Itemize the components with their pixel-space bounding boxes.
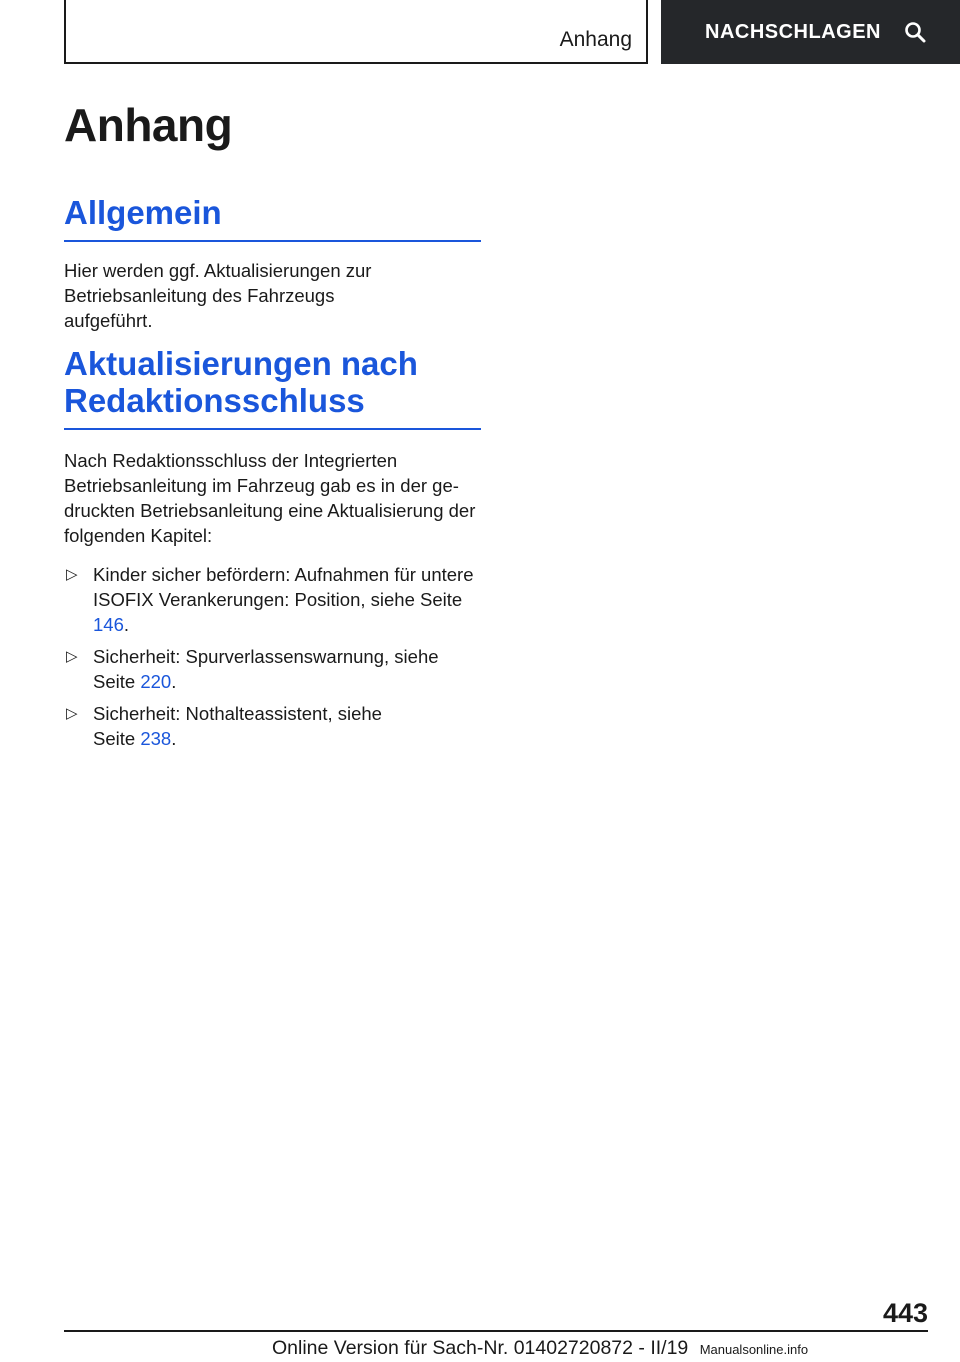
- header-tab-nachschlagen[interactable]: [661, 0, 960, 64]
- page-link[interactable]: 238: [140, 728, 172, 749]
- triangle-right-icon: ▷: [66, 648, 78, 665]
- footer-site-link[interactable]: Manualsonline.info: [699, 1342, 809, 1357]
- page-title: Anhang: [64, 99, 233, 151]
- footer-text: [272, 1337, 808, 1360]
- section-heading: Allgemein: [64, 194, 481, 242]
- list-item: ▷ Sicherheit: Nothalteassistent, siehe Seite 238.: [66, 703, 382, 749]
- list-item-text: Sicherheit: Nothalteassistent, siehe Seite: [93, 703, 382, 749]
- page-link[interactable]: 146: [93, 614, 124, 635]
- section-allgemein: [64, 194, 481, 333]
- page-link[interactable]: 220: [140, 671, 172, 692]
- update-list: [64, 562, 481, 751]
- triangle-right-icon: ▷: [66, 566, 78, 583]
- list-item: ▷ Kinder sicher befördern: Aufnahmen für untere ISOFIX Verankerungen: Position, siehe Seite 146.: [66, 564, 474, 635]
- triangle-right-icon: ▷: [66, 705, 78, 722]
- search-icon[interactable]: [903, 20, 927, 44]
- section-text: Hier werden ggf. Aktualisierungen zur Betriebsanleitung des Fahrzeugs aufgeführt.: [64, 260, 372, 331]
- list-item-text: Kinder sicher befördern: Aufnahmen für untere ISOFIX Verankerungen: Position, siehe Seite: [93, 564, 474, 610]
- page-number: 443: [882, 1298, 928, 1328]
- footer-divider: [64, 1330, 928, 1332]
- header-section-label: Anhang: [559, 28, 632, 51]
- section-heading: Aktualisierungen nach Redaktionsschluss: [64, 345, 418, 419]
- header-tab-label: NACHSCHLAGEN: [705, 20, 881, 43]
- list-item-text: Sicherheit: Spurverlassenswarnung, siehe Seite: [93, 646, 439, 692]
- header-section-box: [64, 0, 648, 64]
- section-text: Nach Redaktionsschluss der Integrierten Betriebsanleitung im Fahrzeug gab es in der gedruckten Betriebsanleitung eine Aktualisierung der folgenden Kapitel:: [64, 450, 476, 546]
- list-item: ▷ Sicherheit: Spurverlassenswarnung, siehe Seite 220.: [66, 646, 439, 692]
- section-divider: [64, 428, 481, 430]
- section-aktualisierungen: [64, 345, 481, 758]
- footer-version: Online Version für Sach-Nr. 01402720872 - II/19: [272, 1337, 689, 1359]
